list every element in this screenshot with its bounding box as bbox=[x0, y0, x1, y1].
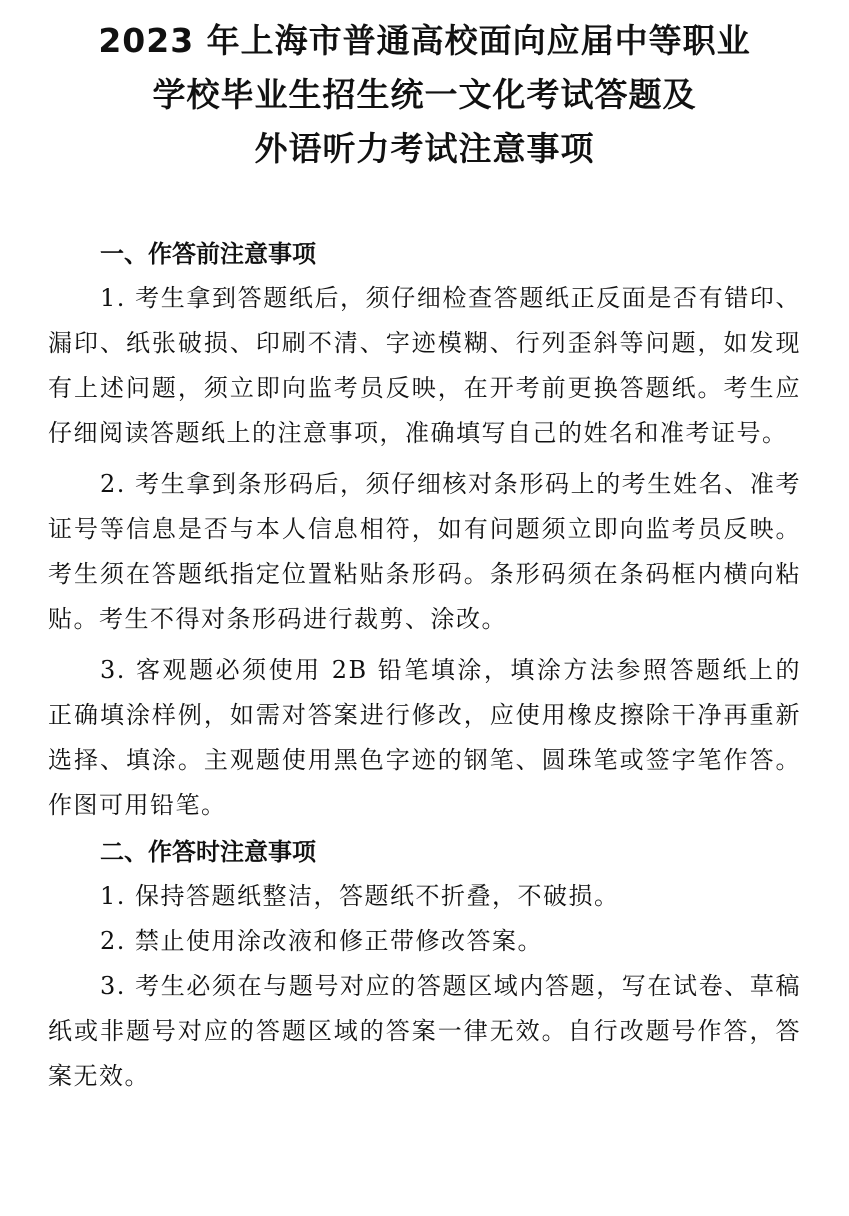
section-heading: 一、作答前注意事项 bbox=[100, 240, 316, 268]
paragraph-item: 2. 考生拿到条形码后，须仔细核对条形码上的考生姓名、准考证号等信息是否与本人信息相符，如有问题须立即向监考员反映。考生须在答题纸指定位置粘贴条形码。条形码须在条码框内横向粘贴。考生不得对条形码进行裁剪、涂改。 bbox=[48, 470, 801, 633]
paragraph-item: 3. 考生必须在与题号对应的答题区域内答题，写在试卷、草稿纸或非题号对应的答题区域的答案一律无效。自行改题号作答，答案无效。 bbox=[48, 972, 801, 1090]
section-while-answering bbox=[48, 830, 801, 1099]
section-heading: 二、作答时注意事项 bbox=[100, 838, 316, 866]
title-line-2: 学校毕业生招生统一文化考试答题及 bbox=[152, 75, 697, 114]
document-title bbox=[48, 14, 801, 176]
title-line-1: 2023 年上海市普通高校面向应届中等职业 bbox=[98, 21, 751, 60]
paragraph-item: 3. 客观题必须使用 2B 铅笔填涂，填涂方法参照答题纸上的正确填涂样例，如需对答案进行修改，应使用橡皮擦除干净再重新选择、填涂。主观题使用黑色字迹的钢笔、圆珠笔或签字笔作答。作图可用铅笔。 bbox=[48, 656, 801, 819]
paragraph-item: 1. 保持答题纸整洁，答题纸不折叠，不破损。 bbox=[100, 882, 620, 910]
title-line-3: 外语听力考试注意事项 bbox=[254, 129, 595, 168]
section-before-answering bbox=[48, 232, 801, 828]
paragraph-item: 2. 禁止使用涂改液和修正带修改答案。 bbox=[100, 927, 544, 955]
paragraph-item: 1. 考生拿到答题纸后，须仔细检查答题纸正反面是否有错印、漏印、纸张破损、印刷不清、字迹模糊、行列歪斜等问题，如发现有上述问题，须立即向监考员反映，在开考前更换答题纸。考生应仔细阅读答题纸上的注意事项，准确填写自己的姓名和准考证号。 bbox=[48, 284, 801, 447]
